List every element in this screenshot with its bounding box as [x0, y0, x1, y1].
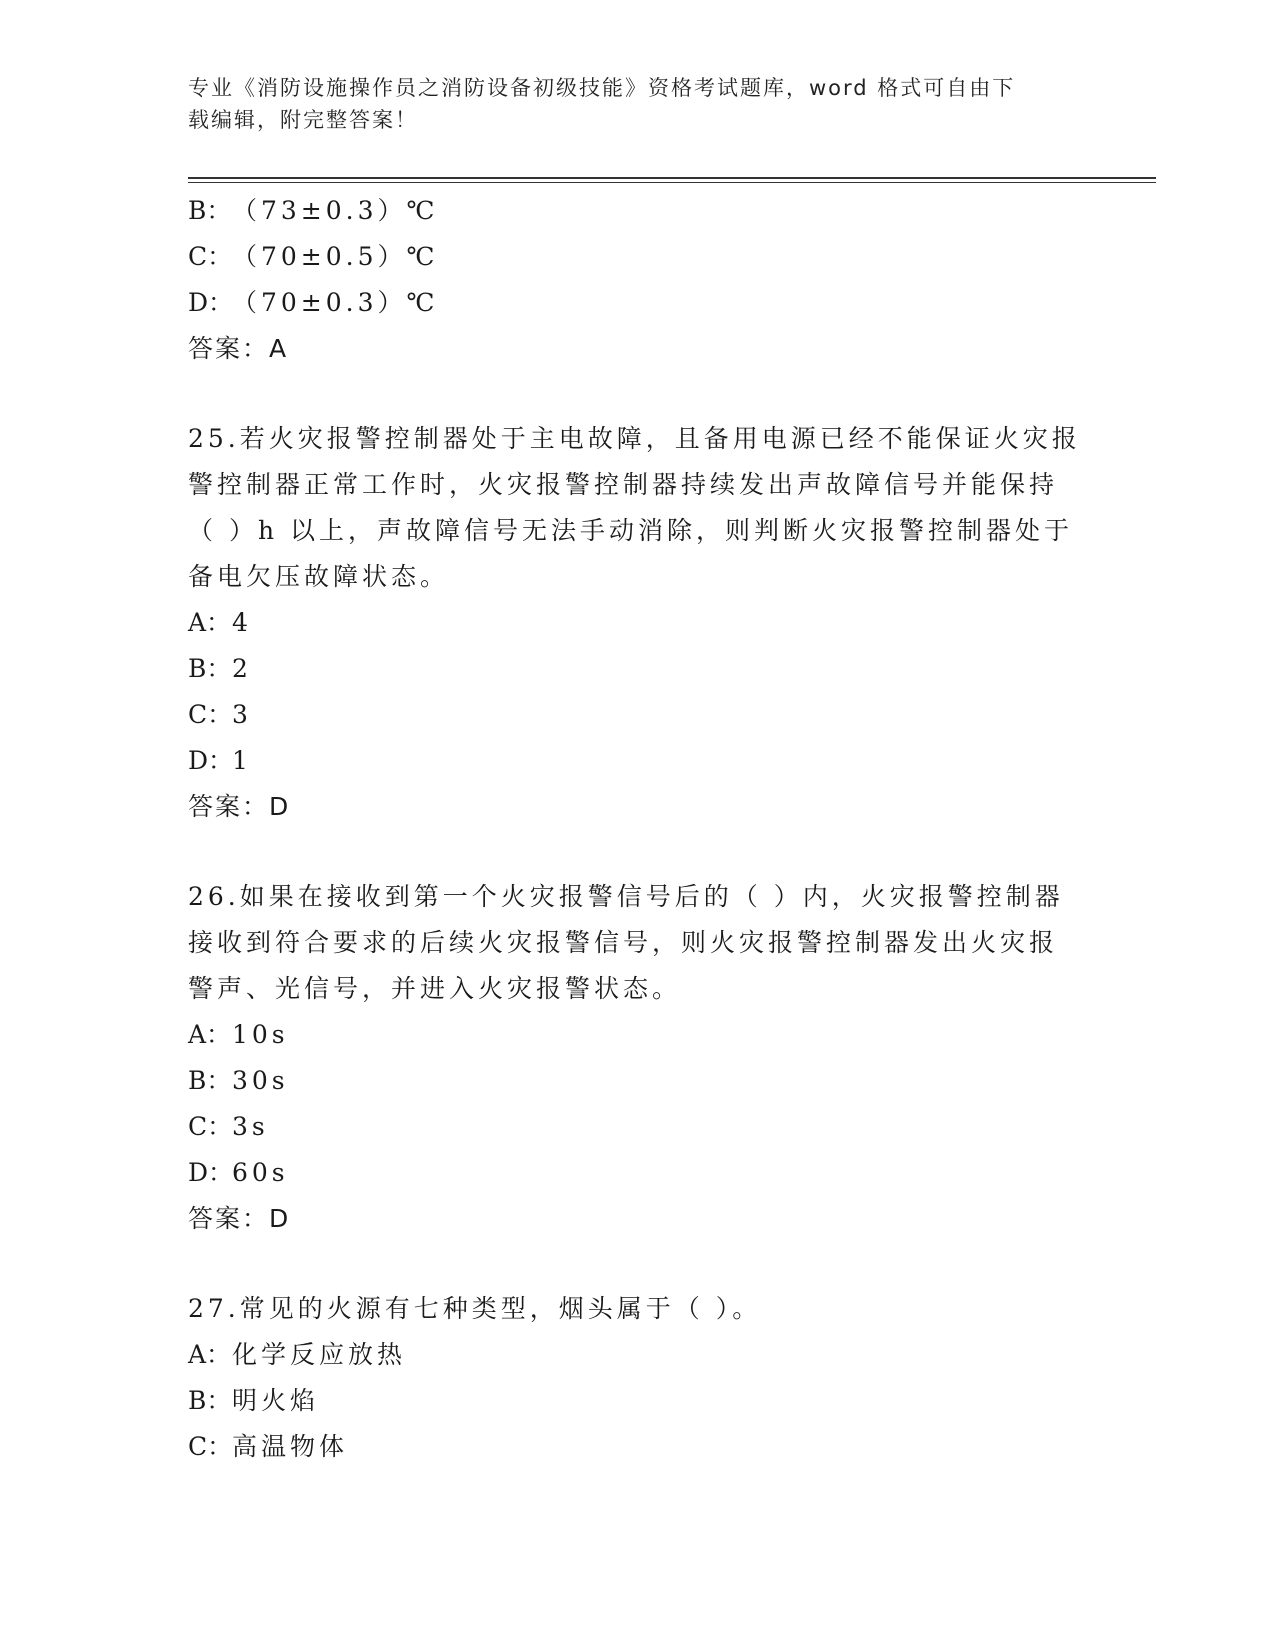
document-header: [188, 72, 1088, 136]
answer-line: 答案：A: [188, 334, 289, 363]
question-content: [188, 188, 1088, 1470]
option-c: C：高温物体: [188, 1432, 349, 1461]
option-b: B：30s: [188, 1066, 289, 1095]
option-b: B：明火焰: [188, 1386, 320, 1415]
option-text: 10s: [232, 1020, 289, 1049]
question-27: [188, 1286, 1088, 1470]
question-26: [188, 874, 1088, 1242]
option-text: 3s: [232, 1112, 269, 1141]
option-text: 1: [232, 746, 252, 775]
stem-line: 27.常见的火源有七种类型，烟头属于（ ）。: [188, 1294, 762, 1323]
option-text: 化学反应放热: [232, 1340, 407, 1369]
option-c: C：（70±0.5）℃: [188, 242, 439, 271]
question-24-tail: [188, 188, 1088, 372]
header-line-1: 专业《消防设施操作员之消防设备初级技能》资格考试题库，word 格式可自由下: [188, 76, 1016, 100]
question-stem: [188, 416, 1088, 600]
stem-line: 备电欠压故障状态。: [188, 562, 450, 591]
option-d: D：（70±0.3）℃: [188, 288, 439, 317]
option-c: C：3: [188, 700, 252, 729]
stem-line: 警声、光信号，并进入火灾报警状态。: [188, 974, 682, 1003]
option-d: D：1: [188, 746, 252, 775]
option-b: B：2: [188, 654, 252, 683]
stem-line: 接收到符合要求的后续火灾报警信号，则火灾报警控制器发出火灾报: [188, 928, 1059, 957]
header-divider-thin: [188, 182, 1156, 183]
header-divider-thick: [188, 177, 1156, 179]
option-text: （70±0.3）℃: [232, 288, 439, 317]
option-text: 明火焰: [232, 1386, 320, 1415]
stem-line: 25.若火灾报警控制器处于主电故障，且备用电源已经不能保证火灾报: [188, 424, 1081, 453]
option-text: （70±0.5）℃: [232, 242, 439, 271]
option-a: A：4: [188, 608, 252, 637]
question-stem: [188, 1286, 1088, 1332]
option-text: 4: [232, 608, 252, 637]
option-text: 60s: [232, 1158, 289, 1187]
answer-line: 答案：D: [188, 792, 291, 821]
header-line-2: 载编辑，附完整答案！: [188, 108, 418, 132]
option-b: B：（73±0.3）℃: [188, 196, 439, 225]
answer-line: 答案：D: [188, 1204, 291, 1233]
option-text: 高温物体: [232, 1432, 349, 1461]
option-text: （73±0.3）℃: [232, 196, 439, 225]
option-text: 2: [232, 654, 252, 683]
option-c: C：3s: [188, 1112, 269, 1141]
option-text: 30s: [232, 1066, 289, 1095]
question-25: [188, 416, 1088, 830]
stem-line: 26.如果在接收到第一个火灾报警信号后的（ ）内，火灾报警控制器: [188, 882, 1064, 911]
option-a: A：化学反应放热: [188, 1340, 407, 1369]
question-stem: [188, 874, 1088, 1012]
option-d: D：60s: [188, 1158, 289, 1187]
stem-line: 警控制器正常工作时，火灾报警控制器持续发出声故障信号并能保持: [188, 470, 1059, 499]
option-text: 3: [232, 700, 252, 729]
stem-line: （ ）h 以上，声故障信号无法手动消除，则判断火灾报警控制器处于: [188, 516, 1073, 545]
option-a: A：10s: [188, 1020, 289, 1049]
